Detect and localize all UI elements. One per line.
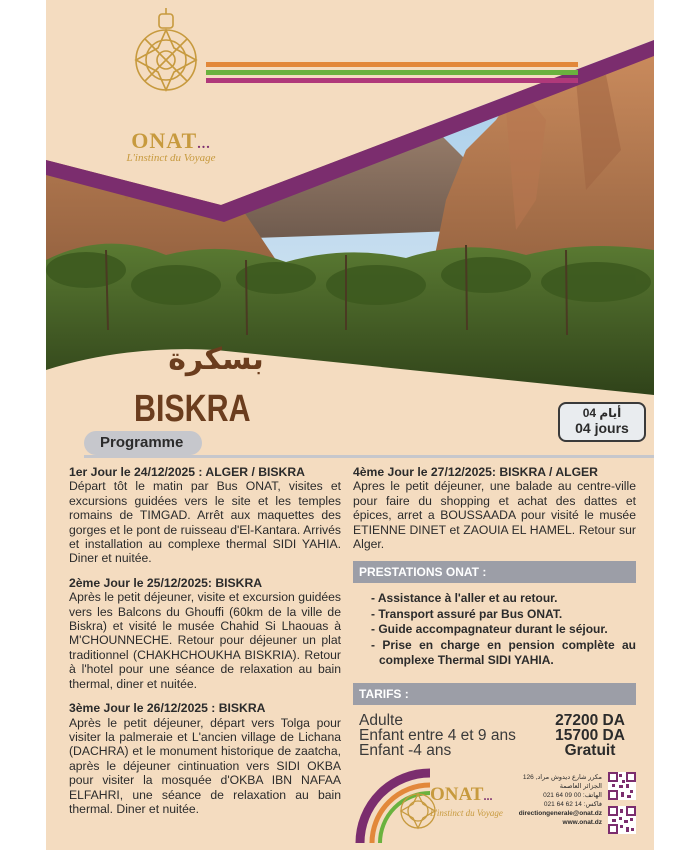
day-text: Départ tôt le matin par Bus ONAT, visites et excursions guidées vers le site et les temples romains de TIMGAD. Arrêt aux maquettes des gorges et le pont de ruisseau d'El-Kantara. Arrivés et installation au complexe thermal SIDI YAHIA. Diner et nuitée. [69, 479, 341, 566]
logo-brand: ONAT... [131, 128, 211, 153]
contact-website[interactable]: www.onat.dz [562, 819, 602, 826]
day-text: Après le petit déjeuner, départ vers Tolga pour visiter la palmeraie et L'ancien village de Lichana (DACHRA) et le monument historique de zaatcha, après le déjeuner cintinuation vers SIDI OKBA pour visiter la mosquée d'OKBA IBN NAFAA ELFAHRI, une séance de relaxation au bain thermal. Diner et nuitée. [69, 715, 341, 816]
day-text: Après le petit déjeuner, visite et excursion guidées vers les Balcons du Ghouffi (60km de la ville de Biskra) et visité le musée Chahid Si Lhaouas à M'CHOUNNECHE. Retour pour déjeuner un plat traditionnel (CHAKHCHOUKHA BISKRIA). Retour à l'hotel pour une séance de relaxation au bain thermal, diner et nuitée. [69, 590, 341, 691]
tarif-row [359, 743, 636, 758]
tarif-price: Gratuit [564, 741, 616, 759]
programme-right-column [353, 465, 636, 758]
logo-tagline: L'instinct du Voyage [126, 152, 216, 164]
day-2 [69, 576, 341, 691]
destination-title-french: BISKRA [134, 388, 251, 430]
tarif-price: 27200 DA [555, 711, 625, 729]
day-text: Apres le petit déjeuner, une balade au centre-ville pour faire du shopping et achat des dattes et épices, arret a BOUSSAADA pour visité le musée ETIENNE DINET et ZAOUIA EL HAMEL. Retour sur Alger. [353, 479, 636, 552]
qr-code-icon[interactable] [608, 806, 636, 834]
prestation-item: - Transport assuré par Bus ONAT. [371, 606, 563, 621]
prestations-list [353, 583, 636, 675]
day-title: 1er Jour le 24/12/2025 : ALGER / BISKRA [69, 465, 305, 479]
prestation-item: - Guide accompagnateur durant le séjour. [371, 622, 608, 637]
biskra-oasis-illustration [46, 0, 654, 405]
footer-tagline: L'instinct du Voyage [430, 808, 503, 818]
qr-code-icon[interactable] [608, 772, 636, 800]
programme-left-column [69, 465, 341, 826]
prestations-heading: PRESTATIONS ONAT : [353, 561, 636, 583]
day-title: 4ème Jour le 27/12/2025: BISKRA / ALGER [353, 465, 598, 479]
duration-badge [558, 402, 646, 442]
programme-divider [84, 455, 654, 458]
tarifs-heading: TARIFS : [353, 683, 636, 705]
day-title: 2ème Jour le 25/12/2025: BISKRA [69, 575, 263, 590]
hero-landscape-photo [46, 0, 654, 405]
poster [46, 0, 654, 850]
prestation-item: - Prise en charge en pension complète au complexe Thermal SIDI YAHIA. [371, 637, 636, 668]
contact-email[interactable]: directiongenerale@onat.dz [518, 810, 602, 817]
destination-title-arabic: بسكرة [168, 342, 264, 377]
onat-logo[interactable] [106, 128, 236, 164]
contact-address: 126 ,مكرر شارع ديدوش مراد [522, 774, 602, 781]
programme-tab: Programme [84, 431, 202, 455]
prestation-item: - Assistance à l'aller et au retour. [371, 591, 558, 606]
tarif-price: 15700 DA [555, 726, 625, 744]
day-4 [353, 465, 636, 551]
tarifs-table [353, 705, 636, 758]
day-3 [69, 701, 341, 816]
duration-arabic: 04 أيام [582, 406, 622, 420]
day-1 [69, 465, 341, 566]
day-title: 3ème Jour le 26/12/2025 : BISKRA [69, 701, 266, 716]
tarif-label: Enfant -4 ans [359, 741, 452, 759]
tarif-row [359, 713, 636, 728]
contact-phone: الهاتف: 00 09 64 021 [543, 792, 602, 799]
contact-info [502, 773, 602, 827]
footer-brand: ONAT... [430, 784, 493, 805]
contact-city: الجزائر العاصمة [559, 783, 602, 790]
tarif-row [359, 728, 636, 743]
duration-french: 04 jours [575, 420, 629, 436]
tarif-label: Adulte [359, 711, 403, 729]
contact-fax: فاكس: 14 62 64 021 [543, 801, 602, 808]
tarif-label: Enfant entre 4 et 9 ans [359, 726, 516, 744]
